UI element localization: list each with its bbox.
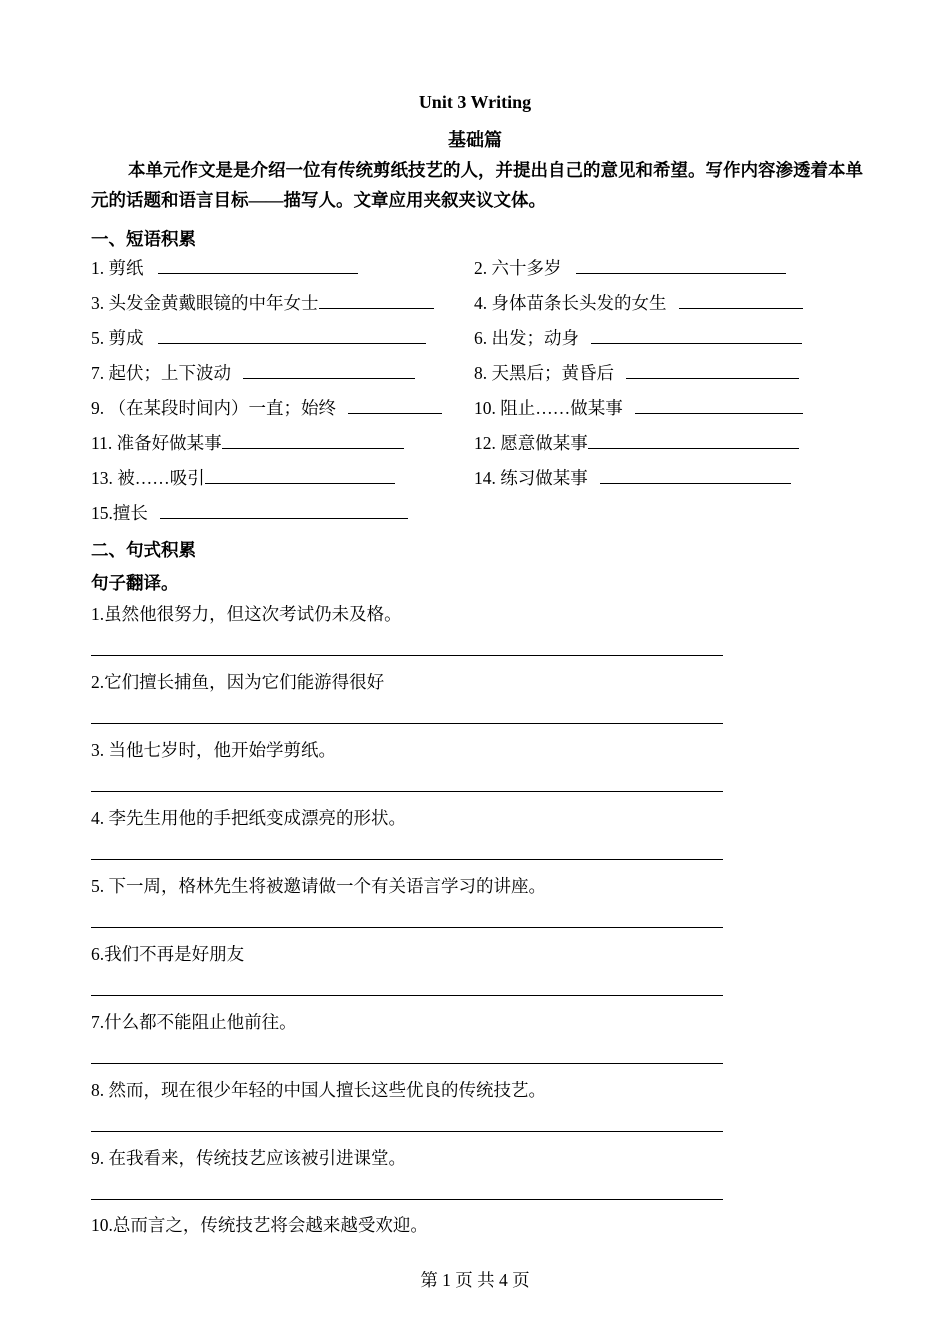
sentence-prompt: 4. 李先生用他的手把纸变成漂亮的形状。 <box>91 808 406 828</box>
phrase-item: 11. 准备好做某事 <box>91 432 404 454</box>
phrase-item: 6. 出发；动身 <box>474 327 802 349</box>
sentence-prompt: 8. 然而，现在很少年轻的中国人擅长这些优良的传统技艺。 <box>91 1080 546 1100</box>
phrase-item: 8. 天黑后；黄昏后 <box>474 362 799 384</box>
answer-line[interactable] <box>91 1063 723 1064</box>
document-subtitle: 基础篇 <box>448 130 502 150</box>
sentence-prompt: 10.总而言之，传统技艺将会越来越受欢迎。 <box>91 1215 428 1235</box>
section-heading-sentences: 二、句式积累 <box>91 540 196 560</box>
sentence-prompt: 7.什么都不能阻止他前往。 <box>91 1012 297 1032</box>
answer-blank[interactable] <box>158 257 358 274</box>
answer-line[interactable] <box>91 1199 723 1200</box>
answer-blank[interactable] <box>319 292 434 309</box>
answer-blank[interactable] <box>588 432 799 449</box>
answer-blank[interactable] <box>160 502 408 519</box>
answer-line[interactable] <box>91 995 723 996</box>
phrase-item: 14. 练习做某事 <box>474 467 791 489</box>
phrase-item: 13. 被……吸引 <box>91 467 395 489</box>
phrase-item: 7. 起伏；上下波动 <box>91 362 415 384</box>
phrase-item: 4. 身体苗条长头发的女生 <box>474 292 803 314</box>
answer-blank[interactable] <box>600 467 791 484</box>
answer-line[interactable] <box>91 791 723 792</box>
phrase-item: 3. 头发金黄戴眼镜的中年女士 <box>91 292 434 314</box>
answer-blank[interactable] <box>679 292 803 309</box>
sentence-prompt: 2.它们擅长捕鱼，因为它们能游得很好 <box>91 672 385 692</box>
sentence-prompt: 5. 下一周，格林先生将被邀请做一个有关语言学习的讲座。 <box>91 876 546 896</box>
answer-line[interactable] <box>91 859 723 860</box>
phrase-item: 9. （在某段时间内）一直；始终 <box>91 397 442 419</box>
phrase-item: 15.擅长 <box>91 502 408 524</box>
sentence-prompt: 9. 在我看来，传统技艺应该被引进课堂。 <box>91 1148 406 1168</box>
sentence-prompt: 1.虽然他很努力，但这次考试仍未及格。 <box>91 604 402 624</box>
phrase-item: 5. 剪成 <box>91 327 426 349</box>
answer-blank[interactable] <box>348 397 442 414</box>
answer-blank[interactable] <box>635 397 803 414</box>
phrase-item: 1. 剪纸 <box>91 257 358 279</box>
answer-line[interactable] <box>91 723 723 724</box>
answer-blank[interactable] <box>158 327 426 344</box>
subheading-translation: 句子翻译。 <box>91 573 179 593</box>
intro-paragraph: 本单元作文是是介绍一位有传统剪纸技艺的人，并提出自己的意见和希望。写作内容渗透着本单元的话题和语言目标——描写人。文章应用夹叙夹议文体。 <box>91 160 863 210</box>
phrase-item: 12. 愿意做某事 <box>474 432 799 454</box>
section-heading-phrases: 一、短语积累 <box>91 229 196 249</box>
sentence-prompt: 3. 当他七岁时，他开始学剪纸。 <box>91 740 336 760</box>
document-title: Unit 3 Writing <box>418 92 532 112</box>
answer-blank[interactable] <box>591 327 802 344</box>
answer-line[interactable] <box>91 927 723 928</box>
answer-blank[interactable] <box>626 362 799 379</box>
answer-blank[interactable] <box>222 432 404 449</box>
answer-line[interactable] <box>91 655 723 656</box>
answer-blank[interactable] <box>243 362 415 379</box>
phrase-item: 2. 六十多岁 <box>474 257 786 279</box>
sentence-prompt: 6.我们不再是好朋友 <box>91 944 245 964</box>
phrase-item: 10. 阻止……做某事 <box>474 397 803 419</box>
page-footer: 第 1 页 共 4 页 <box>420 1270 530 1290</box>
answer-blank[interactable] <box>205 467 395 484</box>
answer-blank[interactable] <box>576 257 786 274</box>
answer-line[interactable] <box>91 1131 723 1132</box>
